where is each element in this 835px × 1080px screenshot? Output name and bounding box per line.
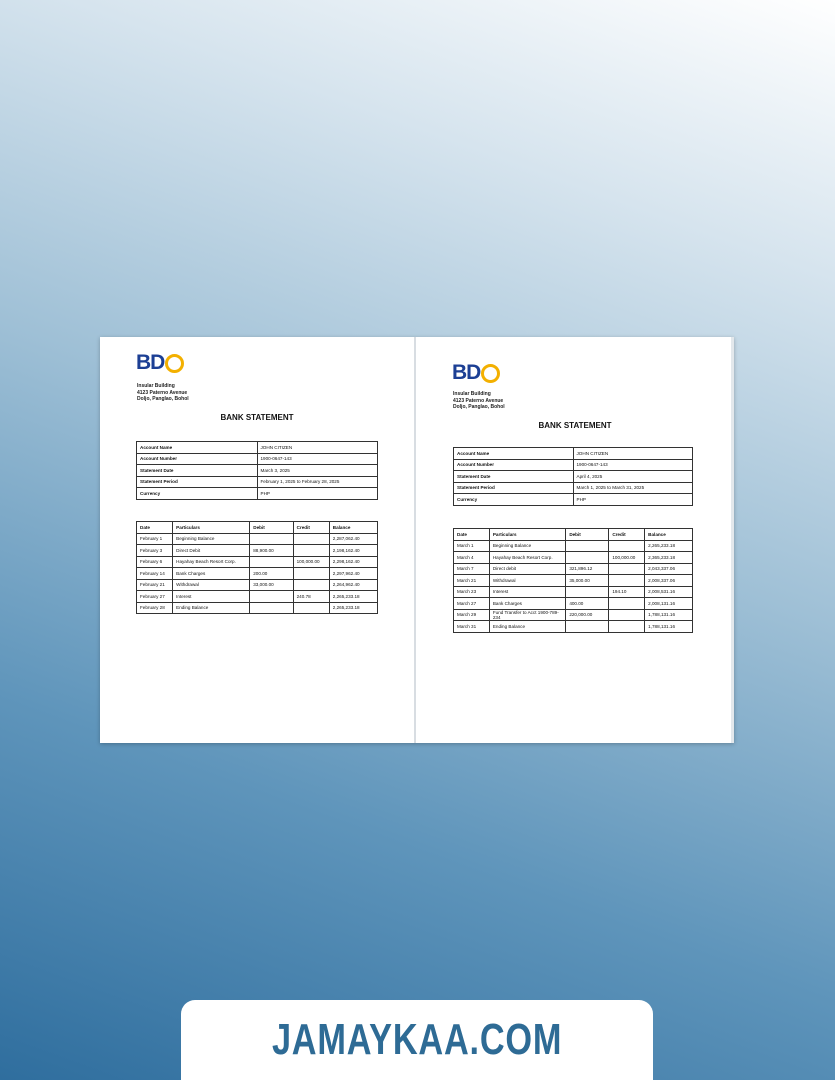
table-cell: February 14: [137, 568, 173, 580]
table-cell: [566, 540, 609, 552]
table-row: [454, 621, 693, 633]
table-row: [454, 540, 693, 552]
table-row: [454, 575, 693, 587]
bdo-logo-ring: [165, 354, 184, 373]
table-cell: [293, 579, 329, 591]
column-header: Balance: [329, 522, 377, 534]
table-cell: Beginning Balance: [173, 533, 250, 545]
statement-title: BANK STATEMENT: [220, 413, 294, 422]
info-value: PHP: [257, 488, 378, 500]
table-cell: [250, 556, 293, 568]
table-cell: March 31: [454, 621, 490, 633]
table-cell: 2,365,233.18: [645, 552, 693, 564]
bdo-logo-ring: [481, 364, 500, 383]
address-line: Insular Building: [137, 383, 175, 389]
info-label: Account Name: [454, 448, 574, 460]
table-cell: March 27: [454, 598, 490, 610]
table-cell: February 21: [137, 579, 173, 591]
column-header: Particulars: [489, 529, 565, 541]
info-value: JOHN CITIZEN: [257, 442, 378, 454]
account-info-table: [136, 441, 378, 500]
table-header-row: [137, 522, 378, 534]
table-cell: 2,008,337.06: [645, 575, 693, 587]
table-cell: [293, 545, 329, 557]
info-label: Currency: [454, 494, 574, 506]
info-value: April 4, 2025: [573, 471, 693, 483]
table-cell: [293, 602, 329, 614]
info-row: [137, 488, 378, 500]
table-cell: 2,287,062.40: [329, 533, 377, 545]
table-cell: March 29: [454, 609, 490, 621]
info-value: PHP: [573, 494, 693, 506]
table-cell: 2,265,233.18: [329, 591, 377, 603]
info-label: Statement Period: [137, 476, 258, 488]
table-cell: [609, 609, 645, 621]
table-cell: Withdrawal: [489, 575, 565, 587]
column-header: Date: [137, 522, 173, 534]
column-header: Credit: [609, 529, 645, 541]
statement-page-march: [416, 337, 734, 743]
info-value: 1900-0647-143: [573, 459, 693, 471]
table-cell: Direct Debit: [173, 545, 250, 557]
address-line: 4123 Paterno Avenue: [453, 397, 504, 404]
info-label: Account Number: [137, 453, 258, 465]
document-preview: [100, 337, 734, 743]
table-row: [454, 609, 693, 621]
table-cell: [250, 602, 293, 614]
info-row: [137, 453, 378, 465]
table-cell: 2,008,531.16: [645, 586, 693, 598]
table-cell: Bank Charges: [173, 568, 250, 580]
page-edge: [731, 337, 734, 743]
table-cell: 100,000.00: [609, 552, 645, 564]
table-row: [137, 533, 378, 545]
table-cell: February 28: [137, 602, 173, 614]
site-banner: [181, 1000, 653, 1080]
info-row: [137, 465, 378, 477]
info-value: February 1, 2025 to February 28, 2025: [257, 476, 378, 488]
table-cell: 100,000.00: [293, 556, 329, 568]
table-cell: [250, 591, 293, 603]
table-cell: Ending Balance: [173, 602, 250, 614]
table-cell: Beginning Balance: [489, 540, 565, 552]
table-row: [454, 563, 693, 575]
info-row: [454, 459, 693, 471]
table-cell: March 21: [454, 575, 490, 587]
column-header: Credit: [293, 522, 329, 534]
info-row: [454, 448, 693, 460]
table-cell: 240.78: [293, 591, 329, 603]
table-cell: 35,000.00: [566, 575, 609, 587]
table-cell: March 1: [454, 540, 490, 552]
table-cell: [250, 533, 293, 545]
address-line: 4123 Paterno Avenue: [137, 389, 188, 396]
transactions-table: [136, 521, 378, 614]
table-row: [137, 591, 378, 603]
info-row: [137, 442, 378, 454]
table-cell: 88,900.00: [250, 545, 293, 557]
table-cell: [293, 533, 329, 545]
table-cell: 2,297,962.40: [329, 568, 377, 580]
table-row: [454, 598, 693, 610]
table-cell: [566, 621, 609, 633]
table-cell: February 6: [137, 556, 173, 568]
table-cell: Hayahay Beach Resort Corp.: [489, 552, 565, 564]
table-cell: 2,008,131.16: [645, 598, 693, 610]
table-cell: [609, 540, 645, 552]
bdo-logo-text: BD: [136, 351, 165, 374]
table-cell: 33,000.00: [250, 579, 293, 591]
table-cell: Interest: [173, 591, 250, 603]
table-cell: [609, 563, 645, 575]
address-line: Doljo, Panglao, Bohol: [137, 396, 189, 402]
transactions-table: [453, 528, 693, 633]
table-cell: 2,043,337.06: [645, 563, 693, 575]
table-cell: 2,264,962.40: [329, 579, 377, 591]
table-cell: February 1: [137, 533, 173, 545]
info-label: Account Number: [454, 459, 574, 471]
table-cell: 400.00: [566, 598, 609, 610]
table-row: [137, 545, 378, 557]
table-cell: March 7: [454, 563, 490, 575]
table-row: [137, 602, 378, 614]
table-cell: Withdrawal: [173, 579, 250, 591]
info-label: Account Name: [137, 442, 258, 454]
table-row: [137, 568, 378, 580]
table-cell: Ending Balance: [489, 621, 565, 633]
table-cell: February 27: [137, 591, 173, 603]
table-cell: [566, 552, 609, 564]
table-cell: 2,198,162.40: [329, 545, 377, 557]
table-cell: [609, 598, 645, 610]
table-cell: March 23: [454, 586, 490, 598]
table-cell: 200.00: [250, 568, 293, 580]
info-value: 1900-0647-143: [257, 453, 378, 465]
column-header: Particulars: [173, 522, 250, 534]
info-value: March 1, 2025 to March 31, 2025: [573, 482, 693, 494]
site-domain-text: JAMAYKAA.COM: [271, 1015, 563, 1064]
info-label: Statement Date: [137, 465, 258, 477]
bank-address: [137, 383, 189, 403]
table-cell: Direct debit: [489, 563, 565, 575]
column-header: Debit: [566, 529, 609, 541]
info-row: [137, 476, 378, 488]
bdo-logo-text: BD: [452, 361, 481, 384]
table-cell: March 4: [454, 552, 490, 564]
table-cell: [566, 586, 609, 598]
table-header-row: [454, 529, 693, 541]
table-cell: 2,265,233.18: [645, 540, 693, 552]
table-cell: Bank Charges: [489, 598, 565, 610]
table-cell: Fund Transfer to Acct 1900-789-234: [489, 609, 565, 621]
table-cell: 321,896.12: [566, 563, 609, 575]
info-label: Statement Period: [454, 482, 574, 494]
table-row: [454, 586, 693, 598]
table-cell: [609, 621, 645, 633]
statement-title: BANK STATEMENT: [538, 421, 612, 430]
table-cell: 220,000.00: [566, 609, 609, 621]
statement-page-february: [100, 337, 414, 743]
table-cell: Hayahay Beach Resort Corp.: [173, 556, 250, 568]
table-cell: 2,298,162.40: [329, 556, 377, 568]
address-line: Insular Building: [453, 391, 491, 397]
info-row: [454, 494, 693, 506]
bdo-logo: [136, 351, 184, 375]
table-row: [137, 556, 378, 568]
table-cell: [609, 575, 645, 587]
info-value: March 3, 2025: [257, 465, 378, 477]
column-header: Balance: [645, 529, 693, 541]
column-header: Debit: [250, 522, 293, 534]
table-cell: 194.10: [609, 586, 645, 598]
address-line: Doljo, Panglao, Bohol: [453, 404, 505, 410]
info-row: [454, 482, 693, 494]
info-value: JOHN CITIZEN: [573, 448, 693, 460]
bdo-logo: [452, 361, 500, 385]
bank-address: [453, 391, 505, 411]
account-info-table: [453, 447, 693, 506]
info-label: Statement Date: [454, 471, 574, 483]
table-cell: 2,265,233.18: [329, 602, 377, 614]
table-cell: 1,788,131.16: [645, 609, 693, 621]
table-cell: [293, 568, 329, 580]
info-label: Currency: [137, 488, 258, 500]
table-row: [137, 579, 378, 591]
table-cell: Interest: [489, 586, 565, 598]
table-cell: February 3: [137, 545, 173, 557]
table-row: [454, 552, 693, 564]
table-cell: 1,788,131.16: [645, 621, 693, 633]
info-row: [454, 471, 693, 483]
column-header: Date: [454, 529, 490, 541]
